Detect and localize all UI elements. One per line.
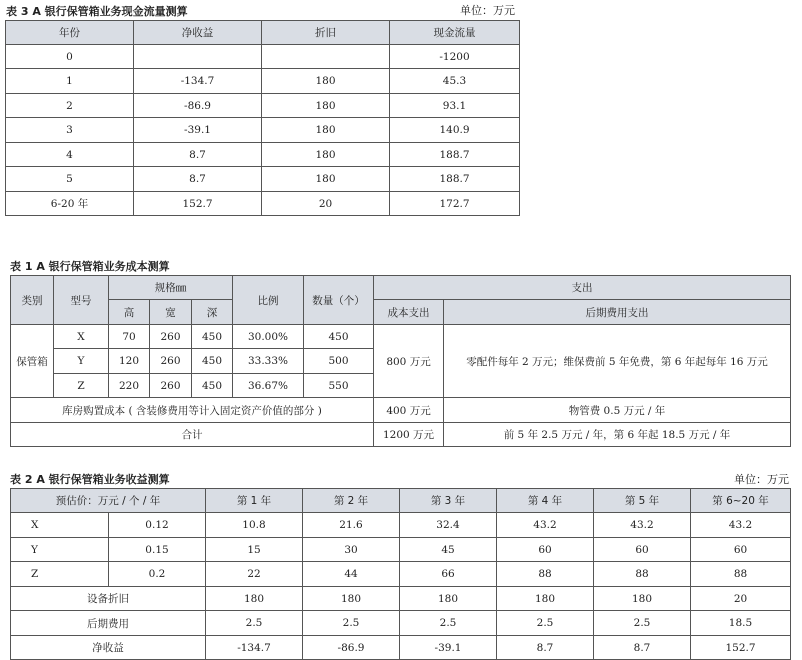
table3-header-cell: 折旧 [262,21,390,45]
table-cell: 5 [6,167,134,192]
table-cell: 6-20 年 [6,192,134,216]
table-cell: 8.7 [134,143,262,167]
table-cell: 60 [594,538,691,562]
table-cell: 450 [304,325,374,349]
table-cell: 20 [262,192,390,216]
table-cell: 60 [691,538,791,562]
table-cell: 140.9 [390,118,520,143]
table1-total-later: 前 5 年 2.5 万元 / 年，第 6 年起 18.5 万元 / 年 [444,423,791,447]
table-cell: 70 [109,325,150,349]
table-cell: 180 [594,587,691,611]
table-cell: -134.7 [134,69,262,94]
table-cell: 260 [150,374,192,398]
table1-header-later: 后期费用支出 [444,300,791,325]
table-row [11,423,791,447]
table-cell: 220 [109,374,150,398]
table2-header-year: 第 6~20 年 [691,489,791,513]
table-cell: 450 [192,325,233,349]
table-cell: 450 [192,349,233,374]
table-cell: Z [54,374,109,398]
table-cell: 120 [109,349,150,374]
table-cell: 180 [262,143,390,167]
table2-header-row [11,489,791,513]
table-cell: 15 [206,538,303,562]
table2-row-price: 0.12 [109,513,206,538]
table-cell: 88 [691,562,791,587]
table-cell: 550 [304,374,374,398]
table-cell: 36.67% [233,374,304,398]
table-row [6,192,520,216]
table1-header-deep: 深 [192,300,233,325]
table-row [11,538,791,562]
table-row [11,398,791,423]
table-cell: 93.1 [390,94,520,118]
table2 [10,488,791,660]
table-cell: 22 [206,562,303,587]
table-cell: -134.7 [206,636,303,660]
table2-summary-label: 后期费用 [11,611,206,636]
table-cell: 2.5 [303,611,400,636]
table-cell: 44 [303,562,400,587]
table-cell: 180 [303,587,400,611]
table1-header-spec: 规格㎜ [109,276,233,300]
table-cell: 32.4 [400,513,497,538]
table2-row-name: Y [11,538,109,562]
table2-caption: 表 2 A 银行保管箱业务收益测算 [10,473,170,486]
table2-row-name: Z [11,562,109,587]
table-cell: 3 [6,118,134,143]
table-cell: 450 [192,374,233,398]
table-row [6,94,520,118]
table1-caption: 表 1 A 银行保管箱业务成本测算 [10,260,170,273]
table2-header-price: 预估价：万元 / 个 / 年 [11,489,206,513]
table-cell: 45 [400,538,497,562]
table1-header-wide: 宽 [150,300,192,325]
table-cell: 4 [6,143,134,167]
table2-row-price: 0.2 [109,562,206,587]
table-cell: 60 [497,538,594,562]
table-cell: 45.3 [390,69,520,94]
table-cell: 2 [6,94,134,118]
table-cell: -39.1 [400,636,497,660]
table1 [10,275,791,447]
table-cell: 180 [262,69,390,94]
table1-box-later: 零配件每年 2 万元；维保费前 5 年免费，第 6 年起每年 16 万元 [444,325,791,398]
table-cell: 2.5 [594,611,691,636]
table1-header-qty: 数量（个） [304,276,374,325]
table1-warehouse-label: 库房购置成本 ( 含装修费用等计入固定资产价值的部分 ) [11,398,374,423]
table-row [11,587,791,611]
table-cell: 1 [6,69,134,94]
table-row [6,45,520,69]
table1-header-category: 类别 [11,276,54,325]
table-row [11,562,791,587]
table-cell: 500 [304,349,374,374]
table-cell: 8.7 [134,167,262,192]
table-cell: 2.5 [206,611,303,636]
table2-row-name: X [11,513,109,538]
table-cell: 180 [497,587,594,611]
table-cell: 180 [262,167,390,192]
table-cell: 180 [262,118,390,143]
table-cell: 43.2 [497,513,594,538]
table1-header-model: 型号 [54,276,109,325]
table-cell: 8.7 [497,636,594,660]
table-cell: Y [54,349,109,374]
table-row [6,143,520,167]
table2-header-year: 第 1 年 [206,489,303,513]
table3-caption: 表 3 A 银行保管箱业务现金流量测算 [6,5,188,18]
table-cell: 88 [594,562,691,587]
table-cell: 2.5 [400,611,497,636]
table2-header-year: 第 4 年 [497,489,594,513]
table3-unit: 单位：万元 [460,4,515,17]
table-cell: 18.5 [691,611,791,636]
table-row [11,611,791,636]
table-cell: -86.9 [303,636,400,660]
table-cell [134,45,262,69]
table-cell: -39.1 [134,118,262,143]
table-row [6,69,520,94]
table-cell: 188.7 [390,143,520,167]
table2-summary-label: 净收益 [11,636,206,660]
table1-box-cost: 800 万元 [374,325,444,398]
table-row [11,636,791,660]
table-cell: 260 [150,349,192,374]
table-cell: 180 [400,587,497,611]
table-cell: X [54,325,109,349]
table-cell: 30.00% [233,325,304,349]
table-cell: 33.33% [233,349,304,374]
table-cell: 43.2 [594,513,691,538]
table-row [11,513,791,538]
table-cell: 152.7 [134,192,262,216]
table2-header-year: 第 5 年 [594,489,691,513]
table1-total-label: 合计 [11,423,374,447]
table-cell: 152.7 [691,636,791,660]
table-cell: 20 [691,587,791,611]
table1-category-cell: 保管箱 [11,325,54,398]
table1-header-high: 高 [109,300,150,325]
table-cell: -86.9 [134,94,262,118]
table-cell: 43.2 [691,513,791,538]
table2-summary-label: 设备折旧 [11,587,206,611]
table-cell: 188.7 [390,167,520,192]
table-cell: 180 [206,587,303,611]
table1-header-row [11,276,791,300]
table1-total-cost: 1200 万元 [374,423,444,447]
table1-warehouse-cost: 400 万元 [374,398,444,423]
table-cell: 8.7 [594,636,691,660]
table-row [11,325,791,349]
table1-header-cost: 成本支出 [374,300,444,325]
table1-header-ratio: 比例 [233,276,304,325]
table3-header-cell: 现金流量 [390,21,520,45]
table1-header-expense: 支出 [374,276,791,300]
table-cell: 260 [150,325,192,349]
table-cell: 21.6 [303,513,400,538]
table-cell: 66 [400,562,497,587]
table-cell: -1200 [390,45,520,69]
table-cell [262,45,390,69]
table2-header-year: 第 3 年 [400,489,497,513]
table2-header-year: 第 2 年 [303,489,400,513]
table3-header-cell: 年份 [6,21,134,45]
table-cell: 30 [303,538,400,562]
table3 [5,20,520,216]
table1-header-row [11,300,791,325]
table-row [6,167,520,192]
table-cell: 10.8 [206,513,303,538]
table2-unit: 单位：万元 [734,473,789,486]
table2-row-price: 0.15 [109,538,206,562]
table-cell: 2.5 [497,611,594,636]
table3-header-row [6,21,520,45]
table-cell: 88 [497,562,594,587]
table-row [6,118,520,143]
table-cell: 0 [6,45,134,69]
table-cell: 180 [262,94,390,118]
table1-warehouse-later: 物管费 0.5 万元 / 年 [444,398,791,423]
table3-header-cell: 净收益 [134,21,262,45]
table-cell: 172.7 [390,192,520,216]
